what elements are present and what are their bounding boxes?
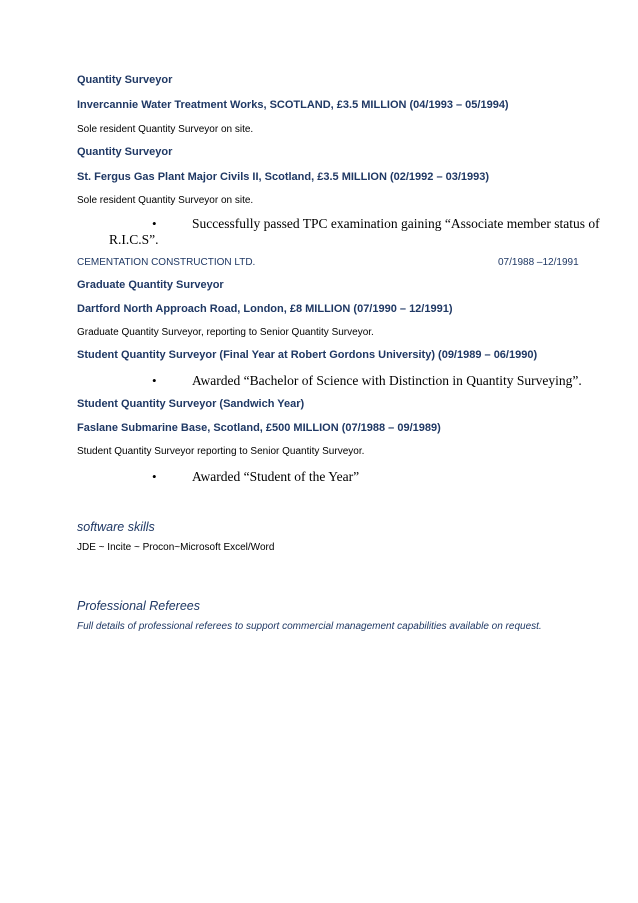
bullet-rics-line1: Successfully passed TPC examination gaining “Associate member status of [192, 216, 600, 231]
project-dartford: Dartford North Approach Road, London, £8 MILLION (07/1990 – 12/1991) [77, 303, 453, 315]
bullet-rics-line2: R.I.C.S”. [109, 232, 159, 247]
description-faslane: Student Quantity Surveyor reporting to Senior Quantity Surveyor. [77, 446, 365, 457]
description-st-fergus: Sole resident Quantity Surveyor on site. [77, 195, 254, 206]
project-faslane: Faslane Submarine Base, Scotland, £500 MILLION (07/1988 – 09/1989) [77, 422, 441, 434]
software-skills-title: software skills [77, 520, 155, 534]
role-quantity-surveyor-2: Quantity Surveyor [77, 146, 173, 158]
software-skills-list: JDE ~ Incite ~ Procon~Microsoft Excel/Word [77, 542, 275, 553]
role-quantity-surveyor-1: Quantity Surveyor [77, 74, 173, 86]
bullet-icon: • [152, 373, 157, 388]
description-dartford: Graduate Quantity Surveyor, reporting to Senior Quantity Surveyor. [77, 327, 374, 338]
company-name: CEMENTATION CONSTRUCTION LTD. [77, 257, 256, 268]
bullet-icon: • [152, 216, 157, 231]
project-st-fergus: St. Fergus Gas Plant Major Civils II, Scotland, £3.5 MILLION (02/1992 – 03/1993) [77, 171, 490, 183]
project-invercannie: Invercannie Water Treatment Works, SCOTLAND, £3.5 MILLION (04/1993 – 05/1994) [77, 99, 509, 111]
role-student-qs-final: Student Quantity Surveyor (Final Year at Robert Gordons University) (09/1989 – 06/1990) [77, 349, 538, 361]
referees-text: Full details of professional referees to support commercial management capabilities available on request. [77, 621, 542, 632]
referees-title: Professional Referees [77, 599, 200, 613]
bullet-student-award: Awarded “Student of the Year” [192, 469, 360, 484]
role-graduate-qs: Graduate Quantity Surveyor [77, 279, 224, 291]
bullet-bsc-award: Awarded “Bachelor of Science with Distinction in Quantity Surveying”. [192, 373, 582, 388]
company-dates: 07/1988 –12/1991 [498, 257, 579, 268]
description-invercannie: Sole resident Quantity Surveyor on site. [77, 124, 254, 135]
role-student-qs-sandwich: Student Quantity Surveyor (Sandwich Year) [77, 398, 305, 410]
bullet-icon: • [152, 469, 157, 484]
